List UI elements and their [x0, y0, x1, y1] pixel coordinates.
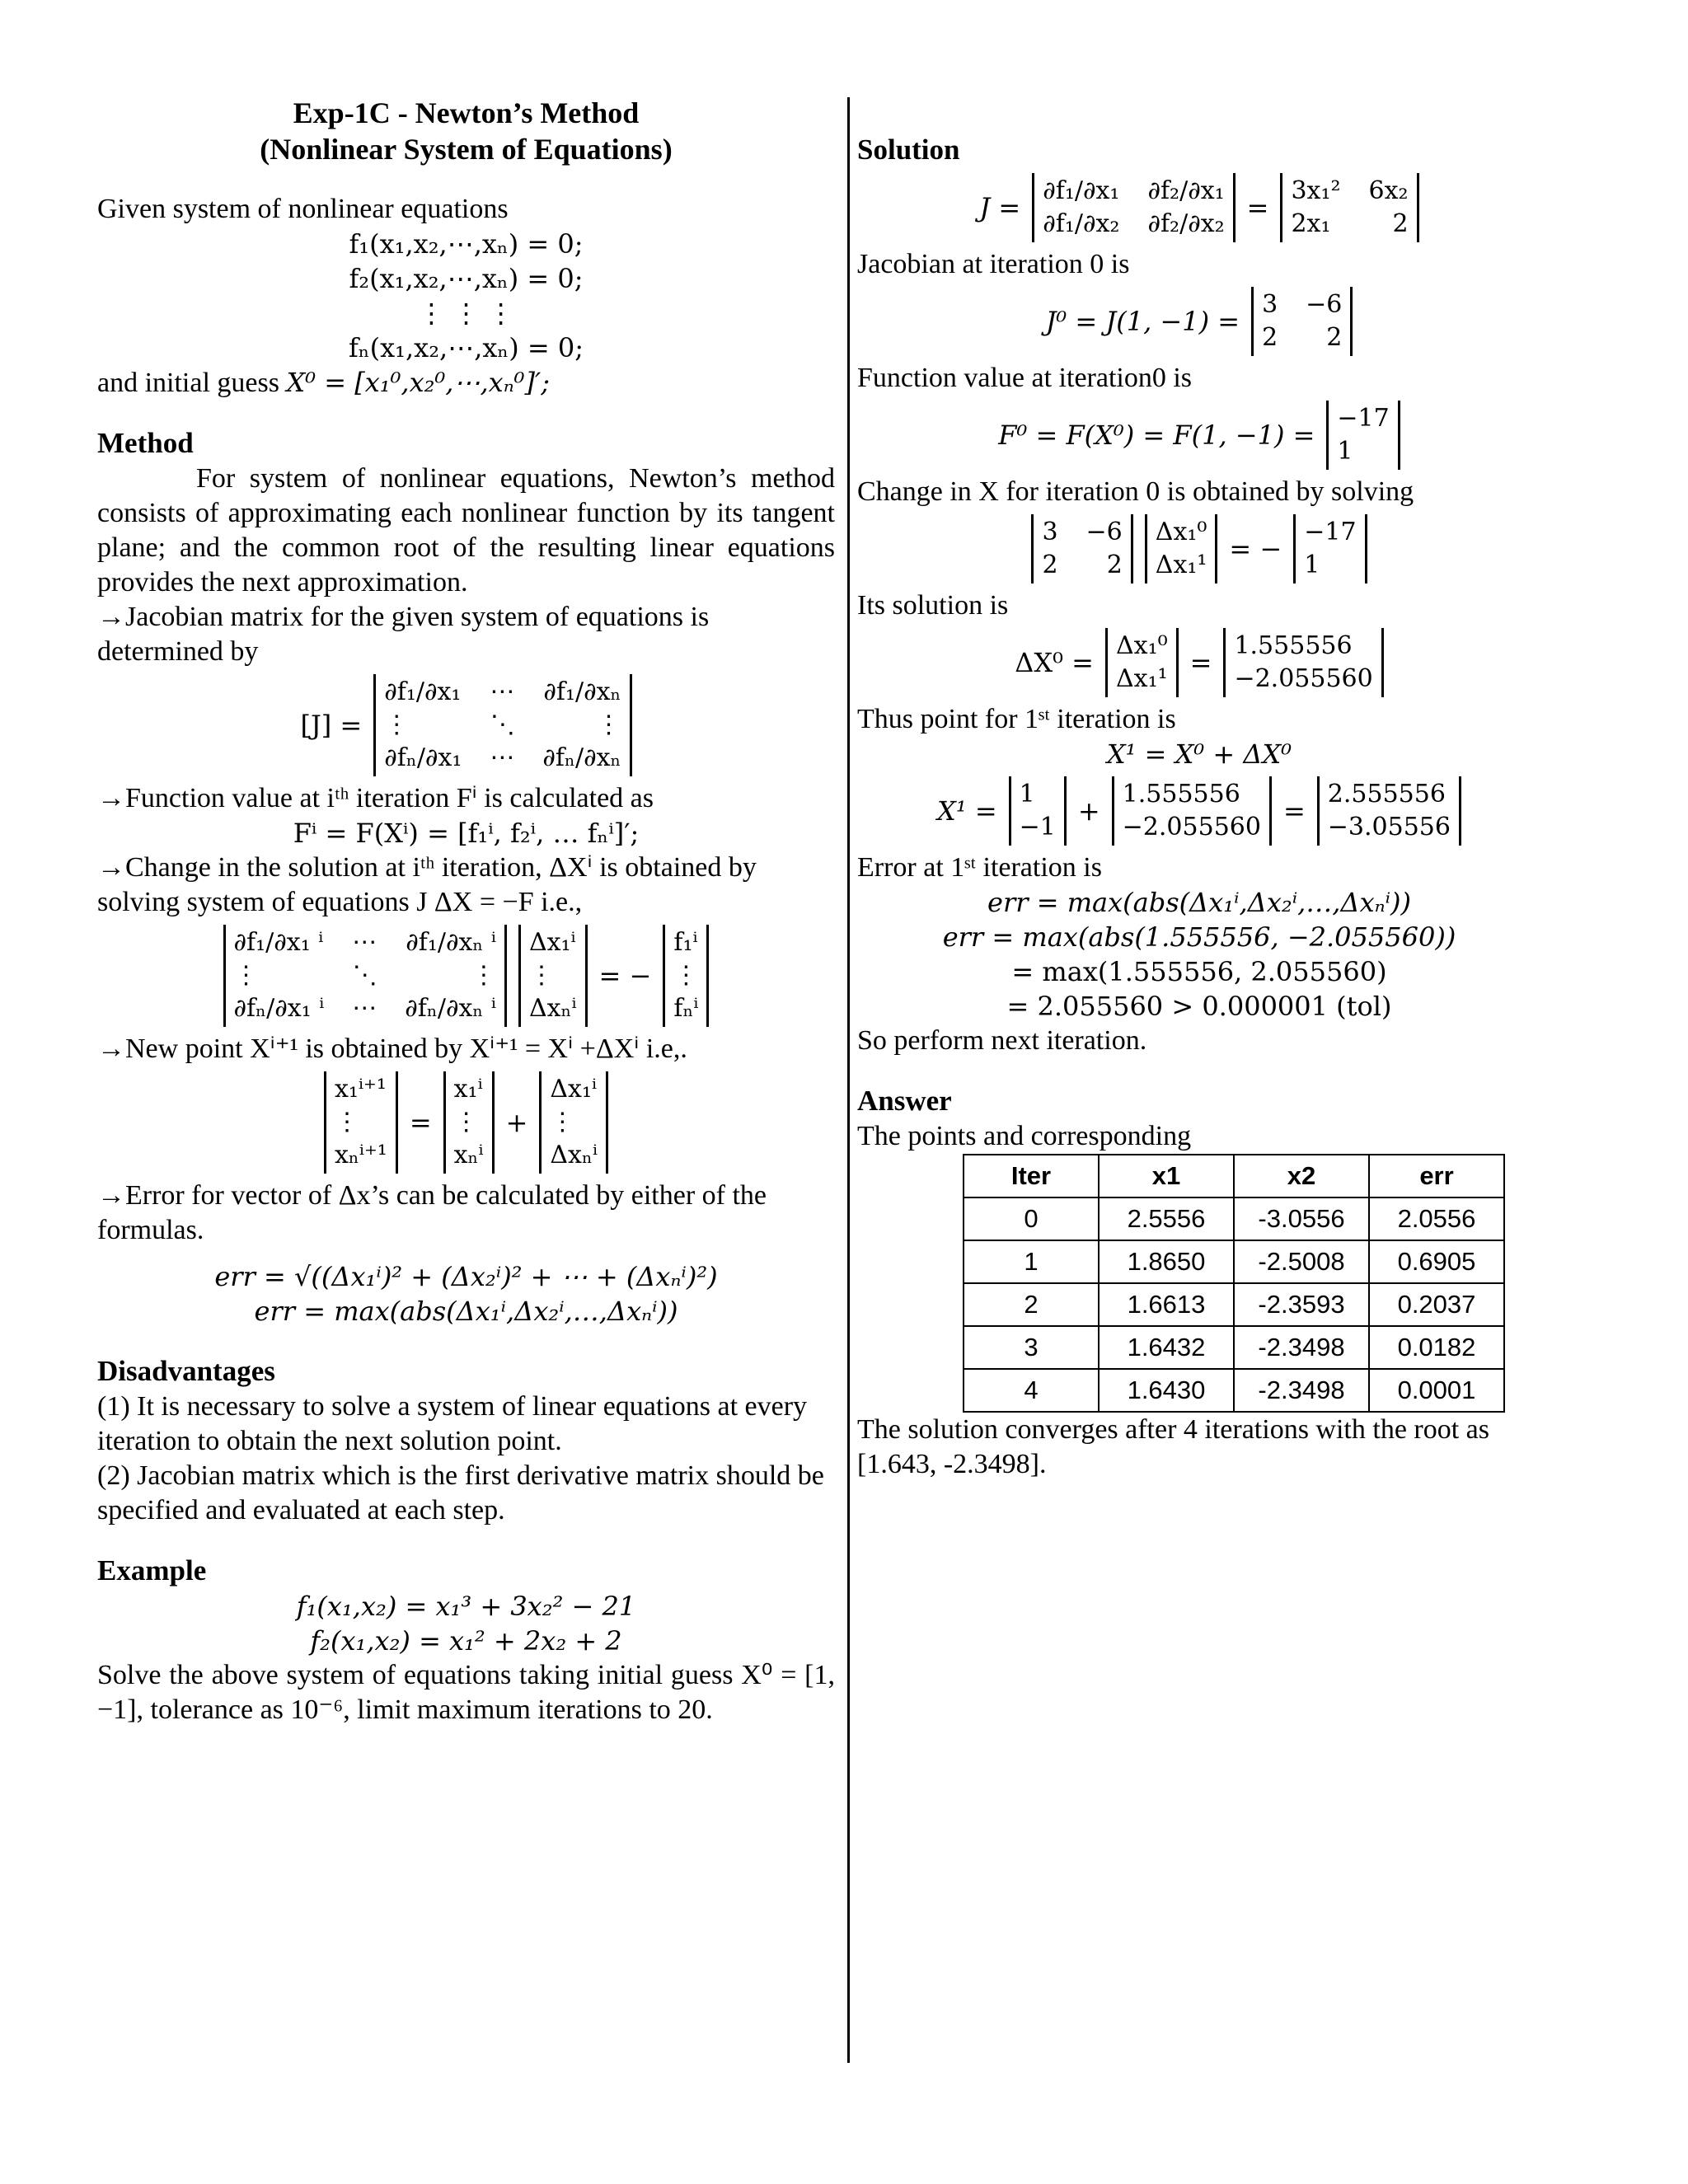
error1-line4: = 2.055560 > 0.000001 (tol)	[1006, 991, 1392, 1022]
change0-block	[857, 514, 1541, 583]
cell: ∂f₁/∂x₁ ⁱ	[233, 928, 324, 957]
method-heading: Method	[97, 427, 194, 459]
change0-text: Change in X for iteration 0 is obtained by solving	[857, 476, 1414, 507]
given-text: Given system of nonlinear equations	[97, 194, 509, 224]
new-point-dx	[539, 1071, 608, 1174]
cell: 2	[1262, 323, 1278, 352]
change0-rhs	[1293, 514, 1367, 583]
solution0-text: Its solution is	[857, 590, 1009, 621]
table-cell: -2.5008	[1234, 1240, 1369, 1283]
col-x1: x1	[1099, 1155, 1234, 1197]
answer-intro: The points and corresponding	[857, 1121, 1192, 1151]
eq-sign: =	[409, 1107, 432, 1138]
solution0-delta	[1105, 628, 1179, 697]
cell: ∂f₁/∂xₙ ⁱ	[406, 928, 496, 957]
newton-delta-vector	[518, 925, 588, 1027]
next-iteration-text: So perform next iteration.	[857, 1025, 1147, 1056]
cell: ⋮	[673, 961, 699, 990]
cell: ∂f₁/∂x₁	[384, 677, 462, 706]
table-row	[964, 1326, 1504, 1369]
point1-block	[857, 776, 1541, 846]
table-cell: 0.2037	[1369, 1283, 1504, 1326]
eq-sign: =	[1246, 192, 1269, 223]
table-cell: 0.0001	[1369, 1369, 1504, 1412]
disadvantage-1: (1) It is necessary to solve a system of linear equations at every iteration to obtain the next solution point.	[97, 1391, 808, 1456]
cell: ⋮	[384, 710, 410, 739]
cell: xₙⁱ⁺¹	[335, 1141, 387, 1169]
cell: f₁ⁱ	[673, 928, 698, 957]
newton-system-block	[97, 925, 835, 1027]
cell: ∂f₂/∂x₁	[1147, 176, 1225, 205]
cell: fₙⁱ	[673, 994, 699, 1023]
error-formula-1: err = √((Δx₁ⁱ)² + (Δx₂ⁱ)² + ⋯ + (Δxₙⁱ)²)	[214, 1261, 718, 1292]
cell: ⋯	[490, 743, 515, 772]
cell: ∂f₁/∂x₂	[1043, 209, 1120, 238]
f0-block	[857, 401, 1541, 470]
cell: Δx₁⁰	[1155, 518, 1207, 546]
doc-title-line2: (Nonlinear System of Equations)	[260, 133, 673, 166]
equation-n: fₙ(x₁,x₂,⋯,xₙ) = 0;	[348, 332, 584, 363]
change0-matrix	[1031, 514, 1132, 583]
cell: 2	[1042, 551, 1058, 579]
example-task: Solve the above system of equations taking initial guess X⁰ = [1, −1], tolerance as 10⁻⁶, limit maximum iterations to 20.	[97, 1660, 835, 1725]
error1-line2: err = max(abs(1.555556, −2.055560))	[942, 921, 1456, 953]
newton-jacobian-matrix	[223, 925, 507, 1027]
cell: ⋯	[352, 994, 377, 1023]
new-point-block	[97, 1071, 835, 1174]
cell: ⋯	[352, 928, 377, 957]
table-cell: 1	[964, 1240, 1099, 1283]
cell: Δxₙⁱ	[550, 1141, 598, 1169]
solution0-values	[1223, 628, 1383, 697]
jacobian0-math: J⁰ = J(1, −1) =	[1045, 306, 1240, 337]
solution-jacobian-symbolic	[1032, 173, 1235, 242]
cell: Δx₁¹	[1155, 551, 1207, 579]
table-header-row	[964, 1155, 1504, 1197]
f0-math: F⁰ = F(X⁰) = F(1, −1) =	[998, 419, 1315, 451]
cell: ⋮	[233, 961, 259, 990]
cell: 1.555556	[1234, 631, 1353, 660]
jacobian-matrix-block	[97, 674, 835, 776]
cell: −2.055560	[1234, 664, 1373, 693]
cell: 1	[1304, 551, 1320, 579]
disadvantage-2: (2) Jacobian matrix which is the first derivative matrix should be specified and evaluated at each step.	[97, 1460, 824, 1526]
table-cell: 1.8650	[1099, 1240, 1234, 1283]
cell: Δxₙⁱ	[528, 994, 577, 1023]
table-row	[964, 1240, 1504, 1283]
point1-formula: X¹ = X⁰ + ΔX⁰	[1106, 738, 1292, 770]
point1-dx	[1112, 776, 1272, 846]
left-column	[97, 95, 835, 1727]
table-cell: 3	[964, 1326, 1099, 1369]
newton-f-vector	[663, 925, 709, 1027]
jacobian-lhs: [J] =	[300, 710, 363, 741]
initial-guess-math: X⁰ = [x₁⁰,x₂⁰,⋯,xₙ⁰]′;	[286, 367, 551, 398]
right-column	[857, 132, 1541, 1482]
cell: 2	[1392, 209, 1409, 238]
col-err: err	[1369, 1155, 1504, 1197]
cell: −6	[1306, 290, 1343, 319]
cell: x₁ⁱ	[453, 1075, 483, 1104]
jacobian0-matrix	[1251, 287, 1353, 356]
answer-conclusion: The solution converges after 4 iterations with the root as [1.643, -2.3498].	[857, 1414, 1490, 1479]
table-cell: 1.6430	[1099, 1369, 1234, 1412]
col-iter: Iter	[964, 1155, 1099, 1197]
initial-guess-text: and initial guess	[97, 368, 279, 398]
table-cell: 2	[964, 1283, 1099, 1326]
equation-1: f₁(x₁,x₂,⋯,xₙ) = 0;	[349, 228, 584, 260]
equation-dots: ⋮ ⋮ ⋮	[418, 298, 514, 329]
table-cell: -2.3498	[1234, 1326, 1369, 1369]
plus-sign: +	[1077, 795, 1100, 827]
cell: −1	[1019, 813, 1056, 841]
cell: −17	[1304, 518, 1357, 546]
cell: 3x₁²	[1291, 176, 1341, 205]
solution-jacobian-lhs: J =	[979, 192, 1021, 223]
point1-x0	[1009, 776, 1067, 846]
column-divider	[847, 97, 850, 2063]
error1-line3: = max(1.555556, 2.055560)	[1011, 956, 1387, 987]
cell: −2.055560	[1122, 813, 1261, 841]
table-row	[964, 1283, 1504, 1326]
error1-line1: err = max(abs(Δx₁ⁱ,Δx₂ⁱ,…,Δxₙⁱ))	[987, 887, 1411, 918]
cell: Δx₁⁰	[1115, 631, 1168, 660]
cell: 3	[1262, 290, 1278, 319]
jacobian-general-matrix	[373, 674, 631, 776]
change-text: →Change in the solution at iᵗʰ iteration, ΔXⁱ is obtained by solving system of equations J ΔX = −F i.e.,	[97, 852, 757, 917]
example-heading: Example	[97, 1554, 207, 1586]
cell: Δx₁ⁱ	[550, 1075, 598, 1104]
new-point-lhs	[324, 1071, 398, 1174]
answer-heading: Answer	[857, 1085, 952, 1117]
function-value-math: Fⁱ = F(Xⁱ) = [f₁ⁱ, f₂ⁱ, … fₙⁱ]′;	[293, 818, 640, 849]
f0-vector	[1326, 401, 1400, 470]
plus-sign: +	[505, 1107, 528, 1138]
cell: Δx₁ⁱ	[528, 928, 576, 957]
table-cell: 0	[964, 1197, 1099, 1240]
method-paragraph: For system of nonlinear equations, Newton’s method consists of approximating each nonlinear function by its tangent plane; and the common root of the resulting linear equations provides the next approximation.	[97, 463, 835, 598]
cell: −17	[1337, 404, 1390, 433]
point1-text: Thus point for 1ˢᵗ iteration is	[857, 704, 1176, 734]
eq-sign: =	[1282, 795, 1306, 827]
point1-result	[1317, 776, 1461, 846]
cell: ⋮	[528, 961, 554, 990]
cell: 6x₂	[1368, 176, 1409, 205]
newton-equals: = −	[598, 960, 652, 991]
jacobian0-block	[857, 287, 1541, 356]
cell: Δx₁¹	[1115, 664, 1168, 693]
cell: ⋮	[596, 710, 621, 739]
cell: 2.555556	[1327, 780, 1446, 808]
cell: −6	[1085, 518, 1123, 546]
cell: ∂f₁/∂xₙ	[543, 677, 621, 706]
table-cell: 0.0182	[1369, 1326, 1504, 1369]
cell: 2x₁	[1291, 209, 1331, 238]
jacobian0-text: Jacobian at iteration 0 is	[857, 249, 1130, 279]
cell: ⋱	[352, 961, 377, 990]
solution0-block	[857, 628, 1541, 697]
change0-delta	[1145, 514, 1218, 583]
cell: ∂fₙ/∂xₙ ⁱ	[405, 994, 496, 1023]
table-row	[964, 1369, 1504, 1412]
cell: ⋮	[550, 1108, 575, 1137]
cell: ⋮	[453, 1108, 479, 1137]
cell: ⋯	[490, 677, 515, 706]
function-value-text: →Function value at iᵗʰ iteration Fⁱ is calculated as	[97, 783, 654, 813]
table-cell: 1.6613	[1099, 1283, 1234, 1326]
jacobian-text: →Jacobian matrix for the given system of equations is determined by	[97, 602, 710, 667]
cell: 3	[1042, 518, 1058, 546]
eq-sign: =	[1189, 647, 1212, 678]
cell: x₁ⁱ⁺¹	[335, 1075, 387, 1104]
cell: ∂fₙ/∂xₙ	[542, 743, 621, 772]
cell: −3.05556	[1327, 813, 1451, 841]
table-cell: 1.6432	[1099, 1326, 1234, 1369]
cell: ∂fₙ/∂x₁ ⁱ	[233, 994, 325, 1023]
new-point-x	[443, 1071, 495, 1174]
change0-equals: = −	[1229, 533, 1282, 565]
cell: ∂f₂/∂x₂	[1147, 209, 1225, 238]
error1-text: Error at 1ˢᵗ iteration is	[857, 852, 1102, 883]
cell: xₙⁱ	[453, 1141, 484, 1169]
point1-lhs: X¹ =	[937, 795, 997, 827]
doc-title-line1: Exp-1C - Newton’s Method	[293, 96, 640, 129]
disadvantages-heading: Disadvantages	[97, 1355, 275, 1387]
cell: 1	[1019, 780, 1035, 808]
initial-guess	[97, 365, 835, 401]
solution-jacobian-values	[1280, 173, 1418, 242]
cell: 2	[1106, 551, 1123, 579]
new-point-text: →New point Xⁱ⁺¹ is obtained by Xⁱ⁺¹ = Xⁱ +ΔXⁱ i.e,.	[97, 1033, 687, 1064]
results-table	[963, 1154, 1505, 1413]
error-formula-2: err = max(abs(Δx₁ⁱ,Δx₂ⁱ,…,Δxₙⁱ))	[254, 1296, 678, 1327]
equation-2: f₂(x₁,x₂,⋯,xₙ) = 0;	[349, 263, 584, 294]
table-cell: -2.3593	[1234, 1283, 1369, 1326]
table-cell: 2.5556	[1099, 1197, 1234, 1240]
table-cell: 0.6905	[1369, 1240, 1504, 1283]
table-cell: 2.0556	[1369, 1197, 1504, 1240]
cell: ∂fₙ/∂x₁	[384, 743, 462, 772]
table-cell: 4	[964, 1369, 1099, 1412]
solution-heading: Solution	[857, 134, 960, 166]
cell: 2	[1326, 323, 1343, 352]
cell: ⋮	[335, 1108, 360, 1137]
cell: 1.555556	[1122, 780, 1240, 808]
cell: 1	[1337, 437, 1353, 466]
solution0-lhs: ΔX⁰ =	[1015, 647, 1094, 678]
col-x2: x2	[1234, 1155, 1369, 1197]
example-f2: f₂(x₁,x₂) = x₁² + 2x₂ + 2	[310, 1625, 622, 1657]
f0-text: Function value at iteration0 is	[857, 363, 1193, 393]
table-cell: -2.3498	[1234, 1369, 1369, 1412]
example-f1: f₁(x₁,x₂) = x₁³ + 3x₂² − 21	[296, 1591, 636, 1622]
error-text: →Error for vector of Δx’s can be calculated by either of the formulas.	[97, 1180, 767, 1245]
table-cell: -3.0556	[1234, 1197, 1369, 1240]
table-row	[964, 1197, 1504, 1240]
cell: ∂f₁/∂x₁	[1043, 176, 1120, 205]
cell: ⋮	[471, 961, 496, 990]
cell: ⋱	[490, 710, 515, 739]
solution-jacobian-block	[857, 173, 1541, 242]
